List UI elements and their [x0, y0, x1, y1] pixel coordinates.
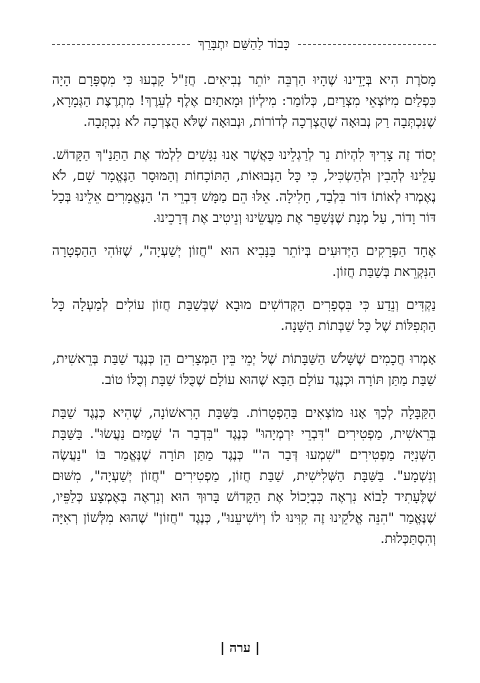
- paragraph: אֶחָד הַפְּרָקִים הַיְּדוּעִים בְּיוֹתֵר בַּנָּבִיא הוּא "חֲזוֹן יְשַׁעְיָה", שֶׁזּוֹהִי הַהַפְטָרָה הַנִּקְרֵאת בְּשַׁבַּת חֲזוֹן.: [52, 244, 436, 280]
- paragraph: הַקַּבָּלָה לְכָךְ אָנוּ מוֹצְאִים בַּהַפְטָרוֹת. בַּשַּׁבָּת הָרִאשׁוֹנָה, שֶׁהִיא כְּנֶגֶד שַׁבַּת בְּרֵאשִׁית, מַפְטִירִים "דִּבְרֵי יִרְמְיָהוּ" כְּנֶגֶד "בִּדְבַר ה' שָׁמַיִם נַעֲשׂוּ". בַּשַּׁבָּת הַשְּׁנִיָּה מַפְטִירִים "שִׁמְעוּ דְּבַר ה'" כְּנֶגֶד מַתַּן תּוֹרָה שֶׁנֶּאֱמַר בּוֹ "נַעֲשֶׂה וְנִשְׁמָע". בַּשַּׁבָּת הַשְּׁלִישִׁית, שַׁבַּת חֲזוֹן, מַפְטִירִים "חֲזוֹן יְשַׁעְיָה", מִשּׁוּם שֶׁלֶּעָתִיד לָבוֹא נִרְאֶה כִּבְיָכוֹל אֶת הַקָּדוֹשׁ בָּרוּךְ הוּא וְנִרְאֶה בְּאֶמְצָע כְּלַפֵּיו, שֶׁנֶּאֱמַר "הִנֵּה אֱלֹקֵינוּ זֶה קִוִּינוּ לוֹ וְיוֹשִׁיעֵנוּ", כְּנֶגֶד "חֲזוֹן" שֶׁהוּא מִלְּשׁוֹן רְאִיָּה וְהִסְתַּכְּלוּת.: [52, 406, 436, 547]
- running-header: [52, 36, 436, 52]
- header-rule-right: [298, 44, 436, 45]
- paragraph: אָמְרוּ חֲכָמִים שֶׁשָּׁלֹשׁ הַשַּׁבָּתוֹת שֶׁל יְמֵי בֵּין הַמְּצָרִים הֵן כְּנֶגֶד שַׁבַּת בְּרֵאשִׁית, שַׁבַּת מַתַּן תּוֹרָה וּכְנֶגֶד עוֹלָם הַבָּא שֶׁהוּא עוֹלָם שֶׁכֻּלּוֹ שַׁבָּת וְכֻלּוֹ טוֹב.: [52, 352, 436, 388]
- page-number: | ערה |: [220, 641, 260, 656]
- header-rule-left: [52, 44, 190, 45]
- header-title: כָּבוֹד לַהַשֵּׁם יִתְבָּרֵךְ: [198, 37, 290, 52]
- body-text: [52, 70, 436, 562]
- paragraph: מָסֹרֶת הִיא בְּיָדֵינוּ שֶׁהָיוּ הַרְבֵּה יוֹתֵר נְבִיאִים. חֲזַ"ל קָבְעוּ כִּי מִסְפָּרָם הָיָה כִּפְלַיִם מִיּוֹצְאֵי מִצְרַיִם, כְּלוֹמַר: מִילְיוֹן וּמָאתַיִם אֶלֶף לְעֵרֶךְ! מִתְרֶצֶת הַגְּמָרָא, שֶׁנִּכְתְּבָה רַק נְבוּאָה שֶׁהֻצְרְכָה לְדוֹרוֹת, וּנְבוּאָה שֶׁלֹּא הֻצְרְכָה לֹא נִכְתְּבָה.: [52, 73, 436, 130]
- paragraph: יְסוֹד זֶה צָרִיךְ לִהְיוֹת נֵר לְרַגְלֵינוּ כַּאֲשֶׁר אָנוּ נִגָּשִׁים לִלְמֹד אֶת הַתַּנַ"ךְ הַקָּדוֹשׁ. עָלֵינוּ לְהָבִין וּלְהַשְׂכִּיל, כִּי כָּל הַנְּבוּאוֹת, הַתּוֹכָחוֹת וְהַמּוּסָר הַנֶּאֱמָר שָׁם, לֹא נֶאֶמְרוּ לְאוֹתוֹ דּוֹר בִּלְבַד, חָלִילָה. אֵלּוּ הֵם מַמָּשׁ דִּבְרֵי ה' הַנֶּאֱמָרִים אֵלֵינוּ בְּכָל דּוֹר וָדוֹר, עַל מְנָת שֶׁנְּשַׁפֵּר אֶת מַעֲשֵׂינוּ וְנֵיטִיב אֶת דְּרָכֵינוּ.: [52, 148, 436, 226]
- paragraph: נַקְדִּים וְנֵדַע כִּי בִּסְפָרִים הַקְּדוֹשִׁים מוּבָא שֶׁבְּשַׁבַּת חֲזוֹן עוֹלִים לְמַעְלָה כָּל הַתְּפִלּוֹת שֶׁל כָּל שַׁבְּתוֹת הַשָּׁנָה.: [52, 298, 436, 334]
